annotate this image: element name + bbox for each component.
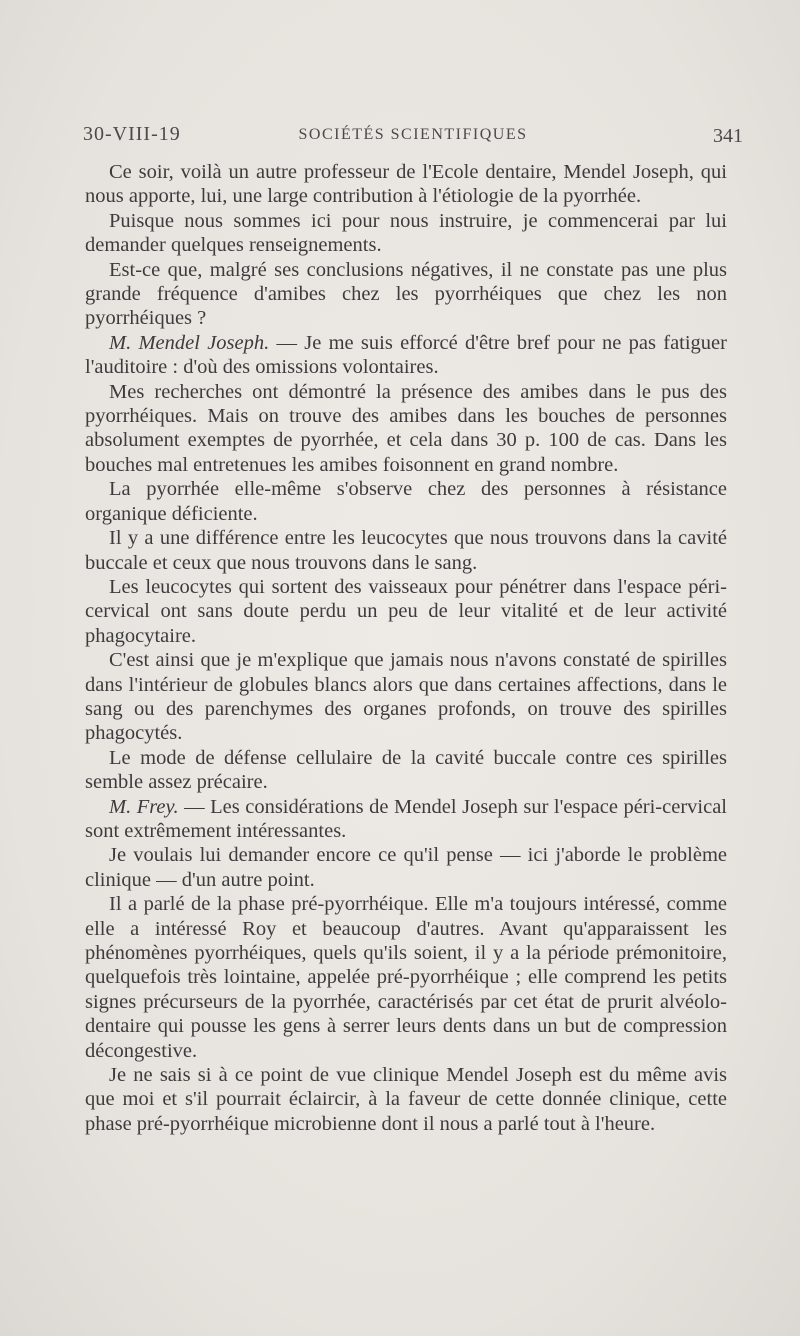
header-section-title: SOCIÉTÉS SCIENTIFIQUES	[298, 126, 528, 143]
paragraph: Le mode de défense cellulaire de la cavité buccale contre ces spirilles semble assez précaire.	[85, 746, 727, 794]
paragraph: La pyorrhée elle-même s'observe chez des personnes à résistance organique déficiente.	[85, 478, 727, 525]
paragraph: Ce soir, voilà un autre professeur de l'Ecole dentaire, Mendel Joseph, qui nous apporte, lui, une large contribution à l'étiologie de la pyorrhée.	[85, 161, 727, 208]
paragraph: Je voulais lui demander encore ce qu'il pense — ici j'aborde le problème clinique — d'un autre point.	[85, 844, 727, 891]
paragraph: M. Frey. — Les considérations de Mendel Joseph sur l'espace péri-cervical sont extrêmement intéressantes.	[85, 795, 728, 842]
paragraph: C'est ainsi que je m'explique que jamais nous n'avons constaté de spirilles dans l'intérieur de globules blancs alors que dans certaines affections, dans le sang ou des parenchymes des organes profonds, on trouve des spirilles phagocytés.	[85, 649, 727, 745]
paragraph: Il y a une différence entre les leucocytes que nous trouvons dans la cavité buccale et ceux que nous trouvons dans le sang.	[85, 527, 727, 574]
paragraph: Les leucocytes qui sortent des vaisseaux pour pénétrer dans l'espace péri-cervical ont sans doute perdu un peu de leur vitalité et de leur activité phagocytaire.	[85, 575, 727, 647]
speaker-name: M. Frey.	[109, 795, 179, 818]
body-text	[85, 160, 727, 1136]
speaker-name: M. Mendel Joseph.	[109, 331, 270, 354]
header-date: 30-VIII-19	[83, 123, 181, 145]
running-header	[83, 123, 743, 149]
paragraph: M. Mendel Joseph. — Je me suis efforcé d'être bref pour ne pas fatiguer l'auditoire : d'où des omissions volontaires.	[85, 331, 727, 379]
paragraph: Je ne sais si à ce point de vue clinique Mendel Joseph est du même avis que moi et s'il pourrait éclaircir, à la faveur de cette donnée clinique, cette phase pré-pyorrhéique microbienne dont il nous a parlé tout à l'heure.	[85, 1064, 727, 1135]
paragraph: Mes recherches ont démontré la présence des amibes dans le pus des pyorrhéiques. Mais on trouve des amibes dans les bouches de personnes absolument exemptes de pyorrhée, et cela dans 30 p. 100 de cas. Dans les bouches mal entretenues les amibes foisonnent en grand nombre.	[85, 380, 727, 476]
page-number: 341	[713, 125, 743, 147]
paragraph: Est-ce que, malgré ses conclusions négatives, il ne constate pas une plus grande fréquence d'amibes chez les pyorrhéiques que chez les non pyorrhéiques ?	[85, 258, 727, 330]
paragraph: Il a parlé de la phase pré-pyorrhéique. Elle m'a toujours intéressé, comme elle a intéressé Roy et beaucoup d'autres. Avant qu'apparaissent les phénomènes pyorrhéiques, quels qu'ils soient, il y a la période prémonitoire, quelquefois très lointaine, appelée pré-pyorrhéique ; elle comprend les petits signes précurseurs de la pyorrhée, caractérisés par cet état de prurit alvéolo-dentaire qui pousse les gens à serrer leurs dents dans un but de compression décongestive.	[85, 893, 727, 1062]
paragraph: Puisque nous sommes ici pour nous instruire, je commencerai par lui demander quelques renseignements.	[85, 209, 727, 257]
